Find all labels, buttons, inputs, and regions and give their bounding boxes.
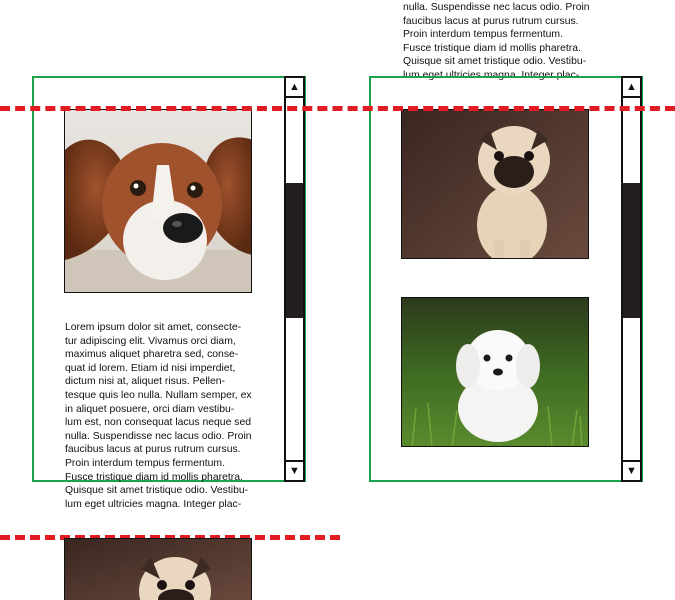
text-line: quat id lorem. Etiam id nisi imperdiet, <box>65 362 236 374</box>
text-line: Lorem ipsum dolor sit amet, consecte- <box>65 322 242 333</box>
scroll-down-button[interactable] <box>623 460 640 480</box>
white-dog-photo <box>401 297 589 447</box>
triangle-up-icon: ▲ <box>289 81 300 93</box>
overflow-text-top-right <box>403 1 598 83</box>
text-line: faucibus lacus at purus rutrum cursus. <box>65 444 241 456</box>
pug-dog-icon <box>402 110 589 259</box>
triangle-up-icon: ▲ <box>626 81 637 93</box>
scroll-up-button[interactable] <box>623 78 640 98</box>
text-line: maximus aliquet pharetra sed, conse- <box>65 349 239 361</box>
scrollbar-thumb[interactable] <box>623 183 640 318</box>
text-line: nulla. Suspendisse nec lacus odio. Proin <box>65 430 252 442</box>
scroll-up-button[interactable] <box>286 78 303 98</box>
spaniel-photo <box>64 109 252 293</box>
pug-photo-bottom <box>64 538 252 600</box>
text-line: Quisque sit amet tristique odio. Vestibu- <box>65 485 249 497</box>
text-line: faucibus lacus at purus rutrum cursus. <box>403 15 579 27</box>
lorem-paragraph-left <box>65 321 260 511</box>
text-line: lum eget ultricies magna. Integer plac- <box>65 498 242 510</box>
text-line: Fusce tristique diam id mollis pharetra. <box>403 42 581 54</box>
text-line: tesque quis leo nulla. Nullam semper, ex <box>65 389 252 401</box>
white-dog-icon <box>402 298 589 447</box>
text-line: Quisque sit amet tristique odio. Vestibu- <box>403 56 587 68</box>
text-line: in aliquet posuere, orci diam vestibu- <box>65 403 235 415</box>
left-scrollbar[interactable] <box>284 76 305 482</box>
text-line: Fusce tristique diam id mollis pharetra. <box>65 471 243 483</box>
scroll-down-button[interactable] <box>286 460 303 480</box>
text-line: lum est, non consequat lacus neque sed <box>65 417 252 429</box>
triangle-down-icon: ▼ <box>289 465 300 477</box>
text-line: lum eget ultricies magna. Integer plac- <box>403 69 580 81</box>
text-line: dictum nisi at, aliquet risus. Pellen- <box>65 376 225 388</box>
scrollbar-thumb[interactable] <box>286 183 303 318</box>
text-line: Proin interdum tempus fermentum. <box>403 29 563 41</box>
pug-dog-icon <box>65 539 252 600</box>
triangle-down-icon: ▼ <box>626 465 637 477</box>
text-line: Proin interdum tempus fermentum. <box>65 457 225 469</box>
text-line: tur adipiscing elit. Vivamus orci diam, <box>65 335 236 347</box>
cut-line-top <box>0 106 675 111</box>
spaniel-dog-icon <box>65 110 252 293</box>
pug-photo <box>401 109 589 259</box>
right-scrollbar[interactable] <box>621 76 642 482</box>
text-line: nulla. Suspendisse nec lacus odio. Proin <box>403 2 590 13</box>
